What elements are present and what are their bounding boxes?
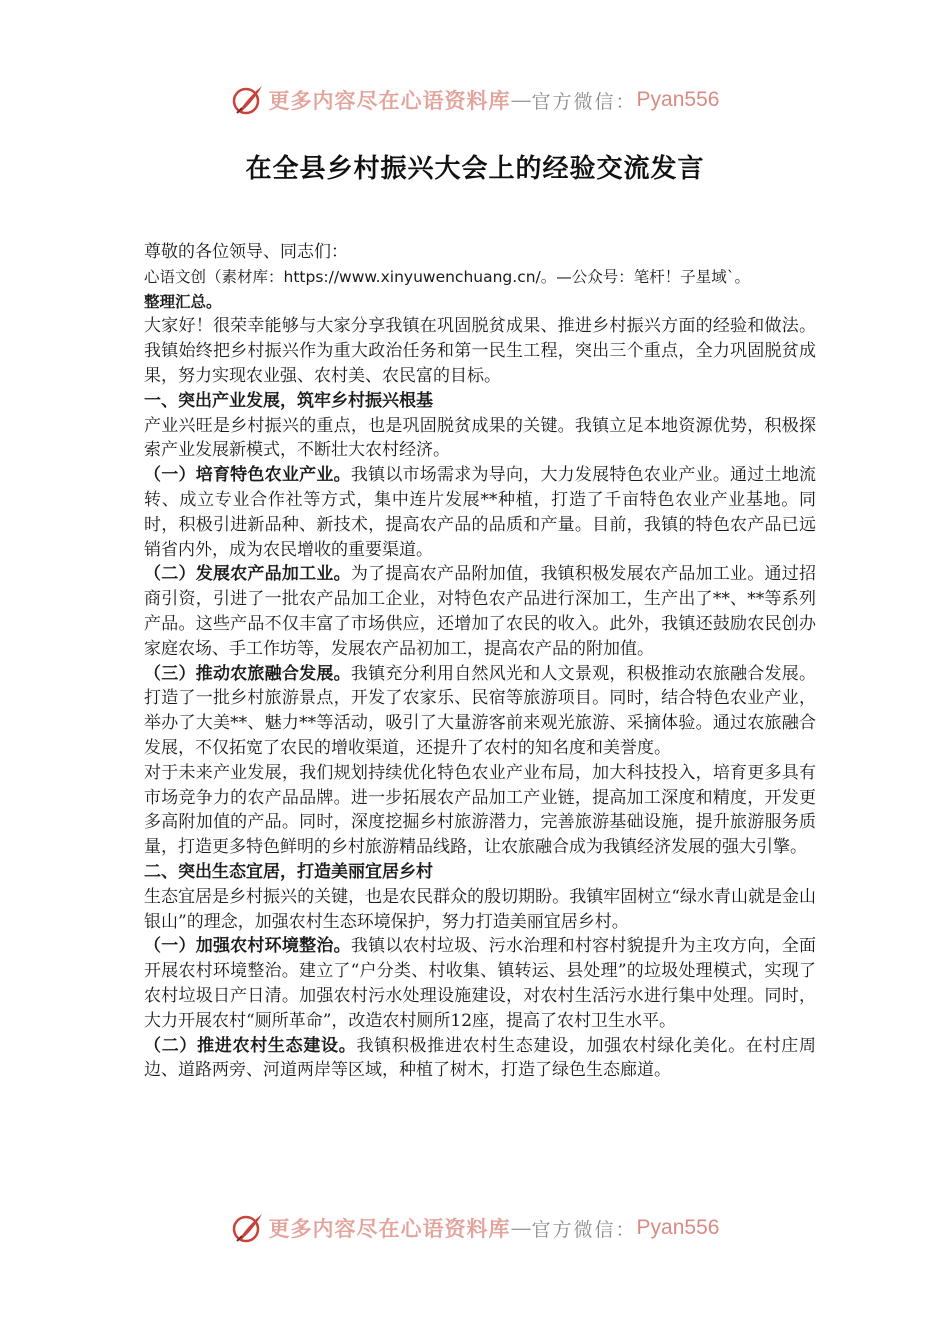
source-line-2: 整理汇总。 — [144, 292, 222, 311]
section-2-item-2-title: （二）推进农村生态建设。 — [144, 1035, 357, 1056]
quill-pen-logo-icon — [231, 1211, 265, 1245]
section-1-item-2 — [144, 562, 816, 661]
watermark-banner-bottom — [0, 1208, 950, 1248]
watermark-sub: 官方微信： — [531, 90, 637, 113]
document-title: 在全县乡村振兴大会上的经验交流发言 — [245, 154, 705, 184]
watermark-banner-top — [0, 80, 950, 120]
section-1-item-3-body: 我镇充分利用自然风光和人文景观，积极推动农旅融合发展。打造了一批乡村旅游景点，开发了农家乐、民宿等旅游项目。同时，结合特色农业产业，举办了大美**、魅力**等活动，吸引了大量游客前来观光旅游、采摘体验。通过农旅融合发展，不仅拓宽了农民的增收渠道，还提升了农村的知名度和美誉度。 — [144, 663, 817, 758]
section-1-item-3-title: （三）推动农旅融合发展。 — [144, 663, 351, 684]
section-2-lead: 生态宜居是乡村振兴的关键，也是农民群众的殷切期盼。我镇牢固树立“绿水青山就是金山银山”的理念，加强农村生态环境保护，努力打造美丽宜居乡村。 — [144, 886, 816, 932]
watermark-id: Pyan556 — [636, 1216, 720, 1239]
watermark-sub: 官方微信： — [531, 1218, 637, 1241]
watermark-dash: — — [510, 1216, 532, 1240]
section-1-heading: 一、突出产业发展，筑牢乡村振兴根基 — [144, 390, 433, 411]
section-2-item-1-title: （一）加强农村环境整治。 — [144, 936, 351, 957]
watermark-text: 更多内容尽在心语资料库 — [268, 88, 511, 113]
intro-paragraph: 大家好！很荣幸能够与大家分享我镇在巩固脱贫成果、推进乡村振兴方面的经验和做法。我镇始终把乡村振兴作为重大政治任务和第一民生工程，突出三个重点，全力巩固脱贫成果，努力实现农业强、农村美、农民富的目标。 — [144, 316, 816, 386]
section-1-item-1-title: （一）培育特色农业产业。 — [144, 465, 351, 486]
quill-pen-logo-icon — [231, 83, 265, 117]
section-1-item-2-body: 为了提高农产品附加值，我镇积极发展农产品加工业。通过招商引资，引进了一批农产品加工企业，对特色农产品进行深加工，生产出了**、**等系列产品。这些产品不仅丰富了市场供应，还增加了农民的收入。此外，我镇还鼓励农民创办家庭农场、手工作坊等，发展农产品初加工，提高农产品的附加值。 — [144, 564, 817, 659]
section-1-lead: 产业兴旺是乡村振兴的重点，也是巩固脱贫成果的关键。我镇立足本地资源优势，积极探索产业发展新模式，不断壮大农村经济。 — [144, 415, 816, 461]
section-1-item-1-body: 我镇以市场需求为导向，大力发展特色农业产业。通过土地流转、成立专业合作社等方式，集中连片发展**种植，打造了千亩特色农业产业基地。同时，积极引进新品种、新技术，提高农产品的品质和产量。目前，我镇的特色农产品已远销省内外，成为农民增收的重要渠道。 — [144, 465, 817, 560]
section-1-item-2-title: （二）发展农产品加工业。 — [144, 564, 351, 585]
watermark-text: 更多内容尽在心语资料库 — [268, 1216, 511, 1241]
section-2-item-2-body: 我镇积极推进农村生态建设，加强农村绿化美化。在村庄周边、道路两旁、河道两岸等区域，种植了树木，打造了绿色生态廊道。 — [144, 1035, 817, 1081]
document-body — [144, 240, 816, 1083]
section-2-item-1 — [144, 934, 816, 1033]
section-2-item-1-body: 我镇以农村垃圾、污水治理和村容村貌提升为主攻方向，全面开展农村环境整治。建立了“户分类、村收集、镇转运、县处理”的垃圾处理模式，实现了农村垃圾日产日清。加强农村污水处理设施建设，对农村生活污水进行集中处理。同时，大力开展农村“厕所革命”，改造农村厕所12座，提高了农村卫生水平。 — [144, 936, 817, 1031]
section-1-item-3 — [144, 662, 816, 761]
section-1-item-1 — [144, 463, 816, 562]
watermark-dash: — — [510, 88, 532, 112]
section-2-item-2 — [144, 1034, 816, 1084]
source-line: 心语文创（素材库：https://www.xinyuwenchuang.cn/。—公众号：笔杆！子星域`。 — [144, 267, 751, 286]
greeting: 尊敬的各位领导、同志们： — [144, 242, 348, 262]
watermark-id: Pyan556 — [636, 88, 720, 111]
section-1-outlook: 对于未来产业发展，我们规划持续优化特色农业产业布局，加大科技投入，培育更多具有市场竞争力的农产品品牌。进一步拓展农产品加工产业链，提高加工深度和精度，开发更多高附加值的产品。同时，深度挖掘乡村旅游潜力，完善旅游基础设施，提升旅游服务质量，打造更多特色鲜明的乡村旅游精品线路，让农旅融合成为我镇经济发展的强大引擎。 — [144, 762, 816, 858]
section-2-heading: 二、突出生态宜居，打造美丽宜居乡村 — [144, 861, 433, 882]
